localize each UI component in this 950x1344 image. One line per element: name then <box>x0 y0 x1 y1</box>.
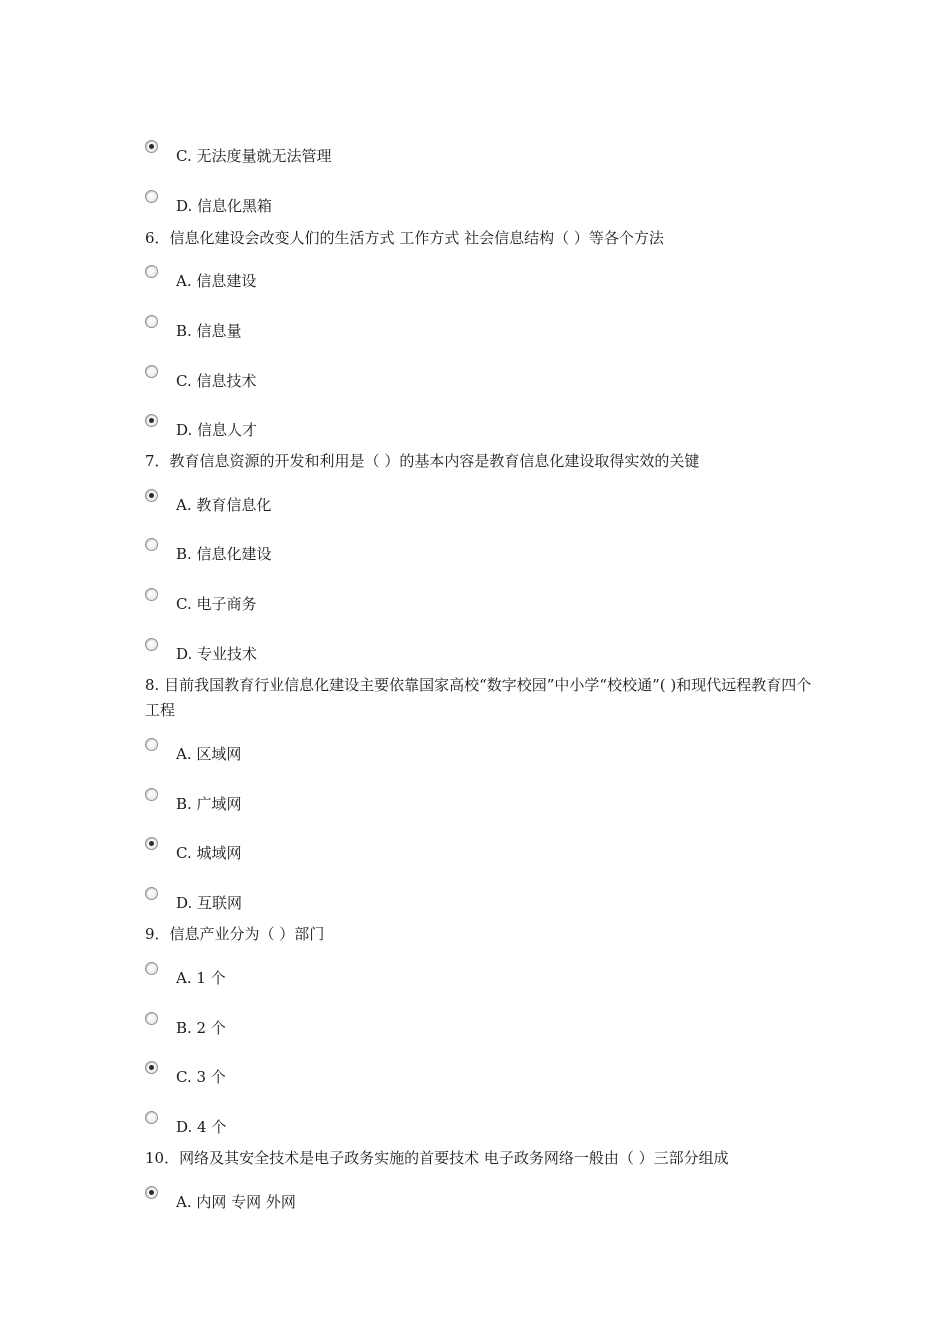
radio-unchecked-icon[interactable] <box>145 887 158 900</box>
option-label: C. 3 个 <box>176 1068 226 1086</box>
answer-option[interactable] <box>0 788 950 816</box>
answer-option[interactable] <box>0 1061 950 1089</box>
answer-option[interactable] <box>0 1186 950 1214</box>
option-label: A. 信息建设 <box>176 272 257 290</box>
answer-option[interactable] <box>0 140 950 168</box>
answer-option[interactable] <box>0 738 950 766</box>
answer-option[interactable] <box>0 962 950 990</box>
option-label: A. 区域网 <box>176 745 242 763</box>
question-text: 6．信息化建设会改变人们的生活方式 工作方式 社会信息结构（ ）等各个方法 <box>145 229 664 247</box>
radio-unchecked-icon[interactable] <box>145 588 158 601</box>
answer-option[interactable] <box>0 588 950 616</box>
radio-unchecked-icon[interactable] <box>145 1012 158 1025</box>
option-label: C. 城域网 <box>176 844 242 862</box>
answer-option[interactable] <box>0 489 950 517</box>
radio-unchecked-icon[interactable] <box>145 738 158 751</box>
option-label: A. 1 个 <box>176 969 226 987</box>
option-label: B. 信息化建设 <box>176 545 272 563</box>
question-text: 7．教育信息资源的开发和利用是（ ）的基本内容是教育信息化建设取得实效的关键 <box>145 452 700 470</box>
answer-option[interactable] <box>0 414 950 442</box>
radio-unchecked-icon[interactable] <box>145 538 158 551</box>
radio-checked-icon[interactable] <box>145 1061 158 1074</box>
answer-option[interactable] <box>0 265 950 293</box>
answer-option[interactable] <box>0 1012 950 1040</box>
radio-unchecked-icon[interactable] <box>145 190 158 203</box>
answer-option[interactable] <box>0 190 950 218</box>
answer-option[interactable] <box>0 315 950 343</box>
question-text: 8. 目前我国教育行业信息化建设主要依靠国家高校“数字校园”中小学“校校通”( )和现代远程教育四个工程 <box>145 676 812 719</box>
radio-checked-icon[interactable] <box>145 489 158 502</box>
option-label: D. 互联网 <box>176 894 243 912</box>
option-label: A. 内网 专网 外网 <box>176 1193 296 1211</box>
option-label: C. 电子商务 <box>176 595 257 613</box>
radio-unchecked-icon[interactable] <box>145 638 158 651</box>
option-label: D. 信息化黑箱 <box>176 197 273 215</box>
radio-unchecked-icon[interactable] <box>145 365 158 378</box>
answer-option[interactable] <box>0 887 950 915</box>
question-text: 10．网络及其安全技术是电子政务实施的首要技术 电子政务网络一般由（ ）三部分组成 <box>145 1149 729 1167</box>
question-text: 9．信息产业分为（ ）部门 <box>145 925 325 943</box>
option-label: D. 4 个 <box>176 1118 227 1136</box>
radio-checked-icon[interactable] <box>145 140 158 153</box>
radio-unchecked-icon[interactable] <box>145 1111 158 1124</box>
radio-unchecked-icon[interactable] <box>145 265 158 278</box>
option-label: B. 广域网 <box>176 795 242 813</box>
answer-option[interactable] <box>0 837 950 865</box>
answer-option[interactable] <box>0 538 950 566</box>
option-label: C. 信息技术 <box>176 372 257 390</box>
radio-unchecked-icon[interactable] <box>145 315 158 328</box>
radio-unchecked-icon[interactable] <box>145 788 158 801</box>
option-label: D. 专业技术 <box>176 645 258 663</box>
answer-option[interactable] <box>0 1111 950 1139</box>
option-label: C. 无法度量就无法管理 <box>176 147 332 165</box>
radio-checked-icon[interactable] <box>145 414 158 427</box>
option-label: A. 教育信息化 <box>176 496 272 514</box>
radio-checked-icon[interactable] <box>145 1186 158 1199</box>
radio-checked-icon[interactable] <box>145 837 158 850</box>
option-label: B. 信息量 <box>176 322 242 340</box>
radio-unchecked-icon[interactable] <box>145 962 158 975</box>
answer-option[interactable] <box>0 365 950 393</box>
answer-option[interactable] <box>0 638 950 666</box>
option-label: D. 信息人才 <box>176 421 258 439</box>
option-label: B. 2 个 <box>176 1019 226 1037</box>
